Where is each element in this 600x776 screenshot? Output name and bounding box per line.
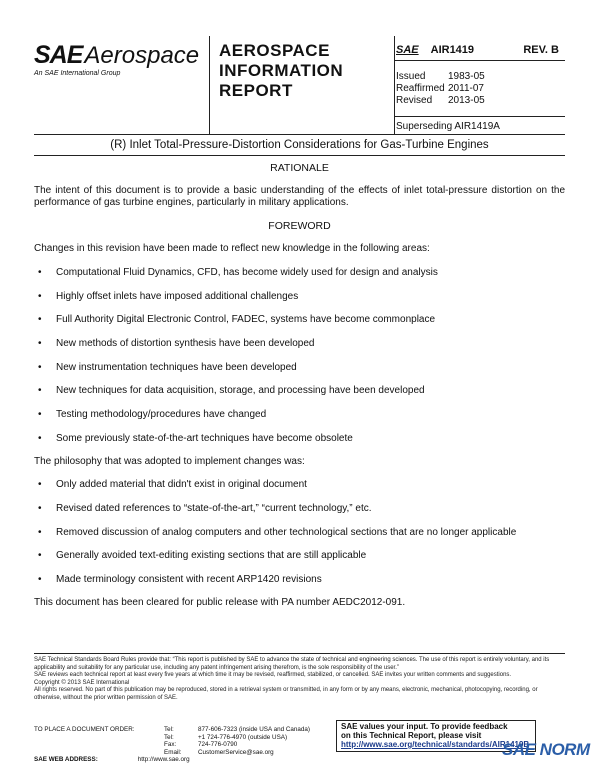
logo-aerospace-text: Aerospace — [84, 42, 200, 69]
foreword-heading: FOREWORD — [268, 220, 331, 232]
list-item: • Revised dated references to “state-of-the-art,” “current technology,” etc. — [38, 503, 372, 514]
list-item-text: Full Authority Digital Electronic Control, FADEC, systems have become commonplace — [56, 314, 436, 325]
list-item: • Some previously state-of-the-art techniques have become obsolete — [38, 433, 353, 444]
list-item-text: Made terminology consistent with recent ARP1420 revisions — [56, 574, 322, 585]
date-label: Issued — [396, 71, 426, 82]
list-item-text: Generally avoided text-editing existing sections that are still applicable — [56, 550, 367, 561]
date-value: 2011-07 — [448, 83, 484, 94]
order-label: TO PLACE A DOCUMENT ORDER: — [34, 726, 135, 733]
web-address — [34, 756, 190, 763]
list-item: • New techniques for data acquisition, storage, and processing have been developed — [38, 385, 425, 396]
list-item-text: Testing methodology/procedures have changed — [56, 409, 267, 420]
clearance-note: This document has been cleared for public release with PA number AEDC2012-091. — [34, 597, 406, 608]
list-item: • Only added material that didn't exist in original document — [38, 479, 307, 490]
logo-sae-text: SAE — [34, 41, 83, 69]
header-divider — [394, 60, 565, 61]
list-item: • Computational Fluid Dynamics, CFD, has become widely used for design and analysis — [38, 267, 438, 278]
footer-note: SAE reviews each technical report at least every five years at which time it may be revised, reaffirmed, stabilized, or cancelled. SAE invites your written comments and suggestions. — [34, 672, 512, 679]
feedback-link[interactable]: http://www.sae.org/technical/standards/AIR1419B — [341, 740, 530, 749]
order-contact-block — [34, 726, 310, 756]
list-item-text: New instrumentation techniques have been developed — [56, 362, 297, 373]
list-item-text: Revised dated references to “state-of-the-art,” “current technology,” etc. — [56, 503, 372, 514]
contact-value: 724-776-0790 — [198, 741, 238, 748]
title-rule-bottom — [34, 155, 565, 156]
doc-type-line-1: AEROSPACE — [219, 41, 330, 60]
sae-norm-watermark: SAE NORM — [502, 740, 590, 759]
sae-aerospace-logo — [34, 41, 209, 121]
web-label: SAE WEB ADDRESS: — [34, 756, 98, 763]
footer-note: SAE Technical Standards Board Rules provide that: “This report is published by SAE to advance the state of technical and engineering sciences. The use of this report is entirely voluntary, and its applicability and suitability for any particular use, including any patent infringement arising therefrom, is the sole responsibility of the user.” — [34, 657, 550, 671]
doc-type-line-2: INFORMATION — [219, 61, 344, 80]
rationale-text: The intent of this document is to provide a basic understanding of the effects of inlet total-pressure distortion on the performance of gas turbine engines, particularly in military applications. — [34, 185, 565, 208]
doc-type-line-3: REPORT — [219, 81, 293, 100]
footer-rule — [34, 653, 565, 654]
list-item: • Removed discussion of analog computers and other technological sections that are no longer applicable — [38, 527, 517, 538]
sae-mark: SAE — [396, 44, 419, 56]
list-item-text: Highly offset inlets have imposed additional challenges — [56, 291, 299, 302]
header-divider — [394, 36, 395, 134]
list-item-text: Some previously state-of-the-art techniques have become obsolete — [56, 433, 353, 444]
logo-subtitle: An SAE International Group — [34, 70, 121, 77]
title-rule-top — [34, 134, 565, 135]
list-item-text: New methods of distortion synthesis have been developed — [56, 338, 315, 349]
date-value: 1983-05 — [448, 71, 485, 82]
footer-note: All rights reserved. No part of this publication may be reproduced, stored in a retrieval system or transmitted, in any form or by any means, electronic, mechanical, photocopying, recording, or otherwise, without the prior written permission of SAE. — [34, 687, 538, 701]
feedback-line: SAE values your input. To provide feedback — [341, 722, 508, 731]
revision-label: REV. B — [523, 44, 559, 56]
date-label: Reaffirmed — [396, 83, 445, 94]
rationale-heading: RATIONALE — [270, 162, 329, 174]
list-item: • New instrumentation techniques have been developed — [38, 362, 297, 373]
date-value: 2013-05 — [448, 95, 485, 106]
contact-key: Tel: — [164, 726, 174, 733]
document-number: AIR1419 — [430, 44, 475, 56]
email-link[interactable]: CustomerService@sae.org — [198, 748, 274, 756]
contact-key: Fax: — [164, 741, 177, 748]
list-item-text: New techniques for data acquisition, storage, and processing have been developed — [56, 385, 425, 396]
list-item-text: Computational Fluid Dynamics, CFD, has become widely used for design and analysis — [56, 267, 438, 278]
document-title: (R) Inlet Total-Pressure-Distortion Considerations for Gas-Turbine Engines — [110, 139, 489, 151]
header-divider — [394, 116, 565, 117]
document-dates — [396, 71, 565, 107]
footer-notes — [34, 657, 565, 703]
list-item: • Highly offset inlets have imposed additional challenges — [38, 291, 299, 302]
list-item-text: Only added material that didn't exist in original document — [56, 479, 307, 490]
feedback-line: on this Technical Report, please visit — [341, 731, 482, 740]
contact-value: +1 724-776-4970 (outside USA) — [198, 733, 288, 741]
list-item: • Made terminology consistent with recent ARP1420 revisions — [38, 574, 322, 585]
contact-key: Email: — [164, 748, 182, 756]
contact-value: 877-606-7323 (inside USA and Canada) — [198, 726, 311, 733]
list-item-text: Removed discussion of analog computers and other technological sections that are no longer applicable — [56, 527, 517, 538]
philosophy-intro: The philosophy that was adopted to implement changes was: — [34, 456, 305, 467]
foreword-intro: Changes in this revision have been made to reflect new knowledge in the following areas: — [34, 243, 430, 254]
date-label: Revised — [396, 95, 433, 106]
contact-key: Tel: — [164, 733, 174, 741]
list-item: • New methods of distortion synthesis have been developed — [38, 338, 315, 349]
document-type — [219, 41, 343, 101]
web-link[interactable]: http://www.sae.org — [137, 756, 190, 763]
list-item: • Testing methodology/procedures have changed — [38, 409, 267, 420]
document-info-panel — [396, 41, 565, 133]
list-item: • Generally avoided text-editing existing sections that are still applicable — [38, 550, 367, 561]
list-item: • Full Authority Digital Electronic Control, FADEC, systems have become commonplace — [38, 314, 436, 325]
footer-note: Copyright © 2013 SAE International — [34, 679, 130, 686]
header-divider — [209, 36, 210, 134]
superseding-note: Superseding AIR1419A — [396, 121, 500, 132]
